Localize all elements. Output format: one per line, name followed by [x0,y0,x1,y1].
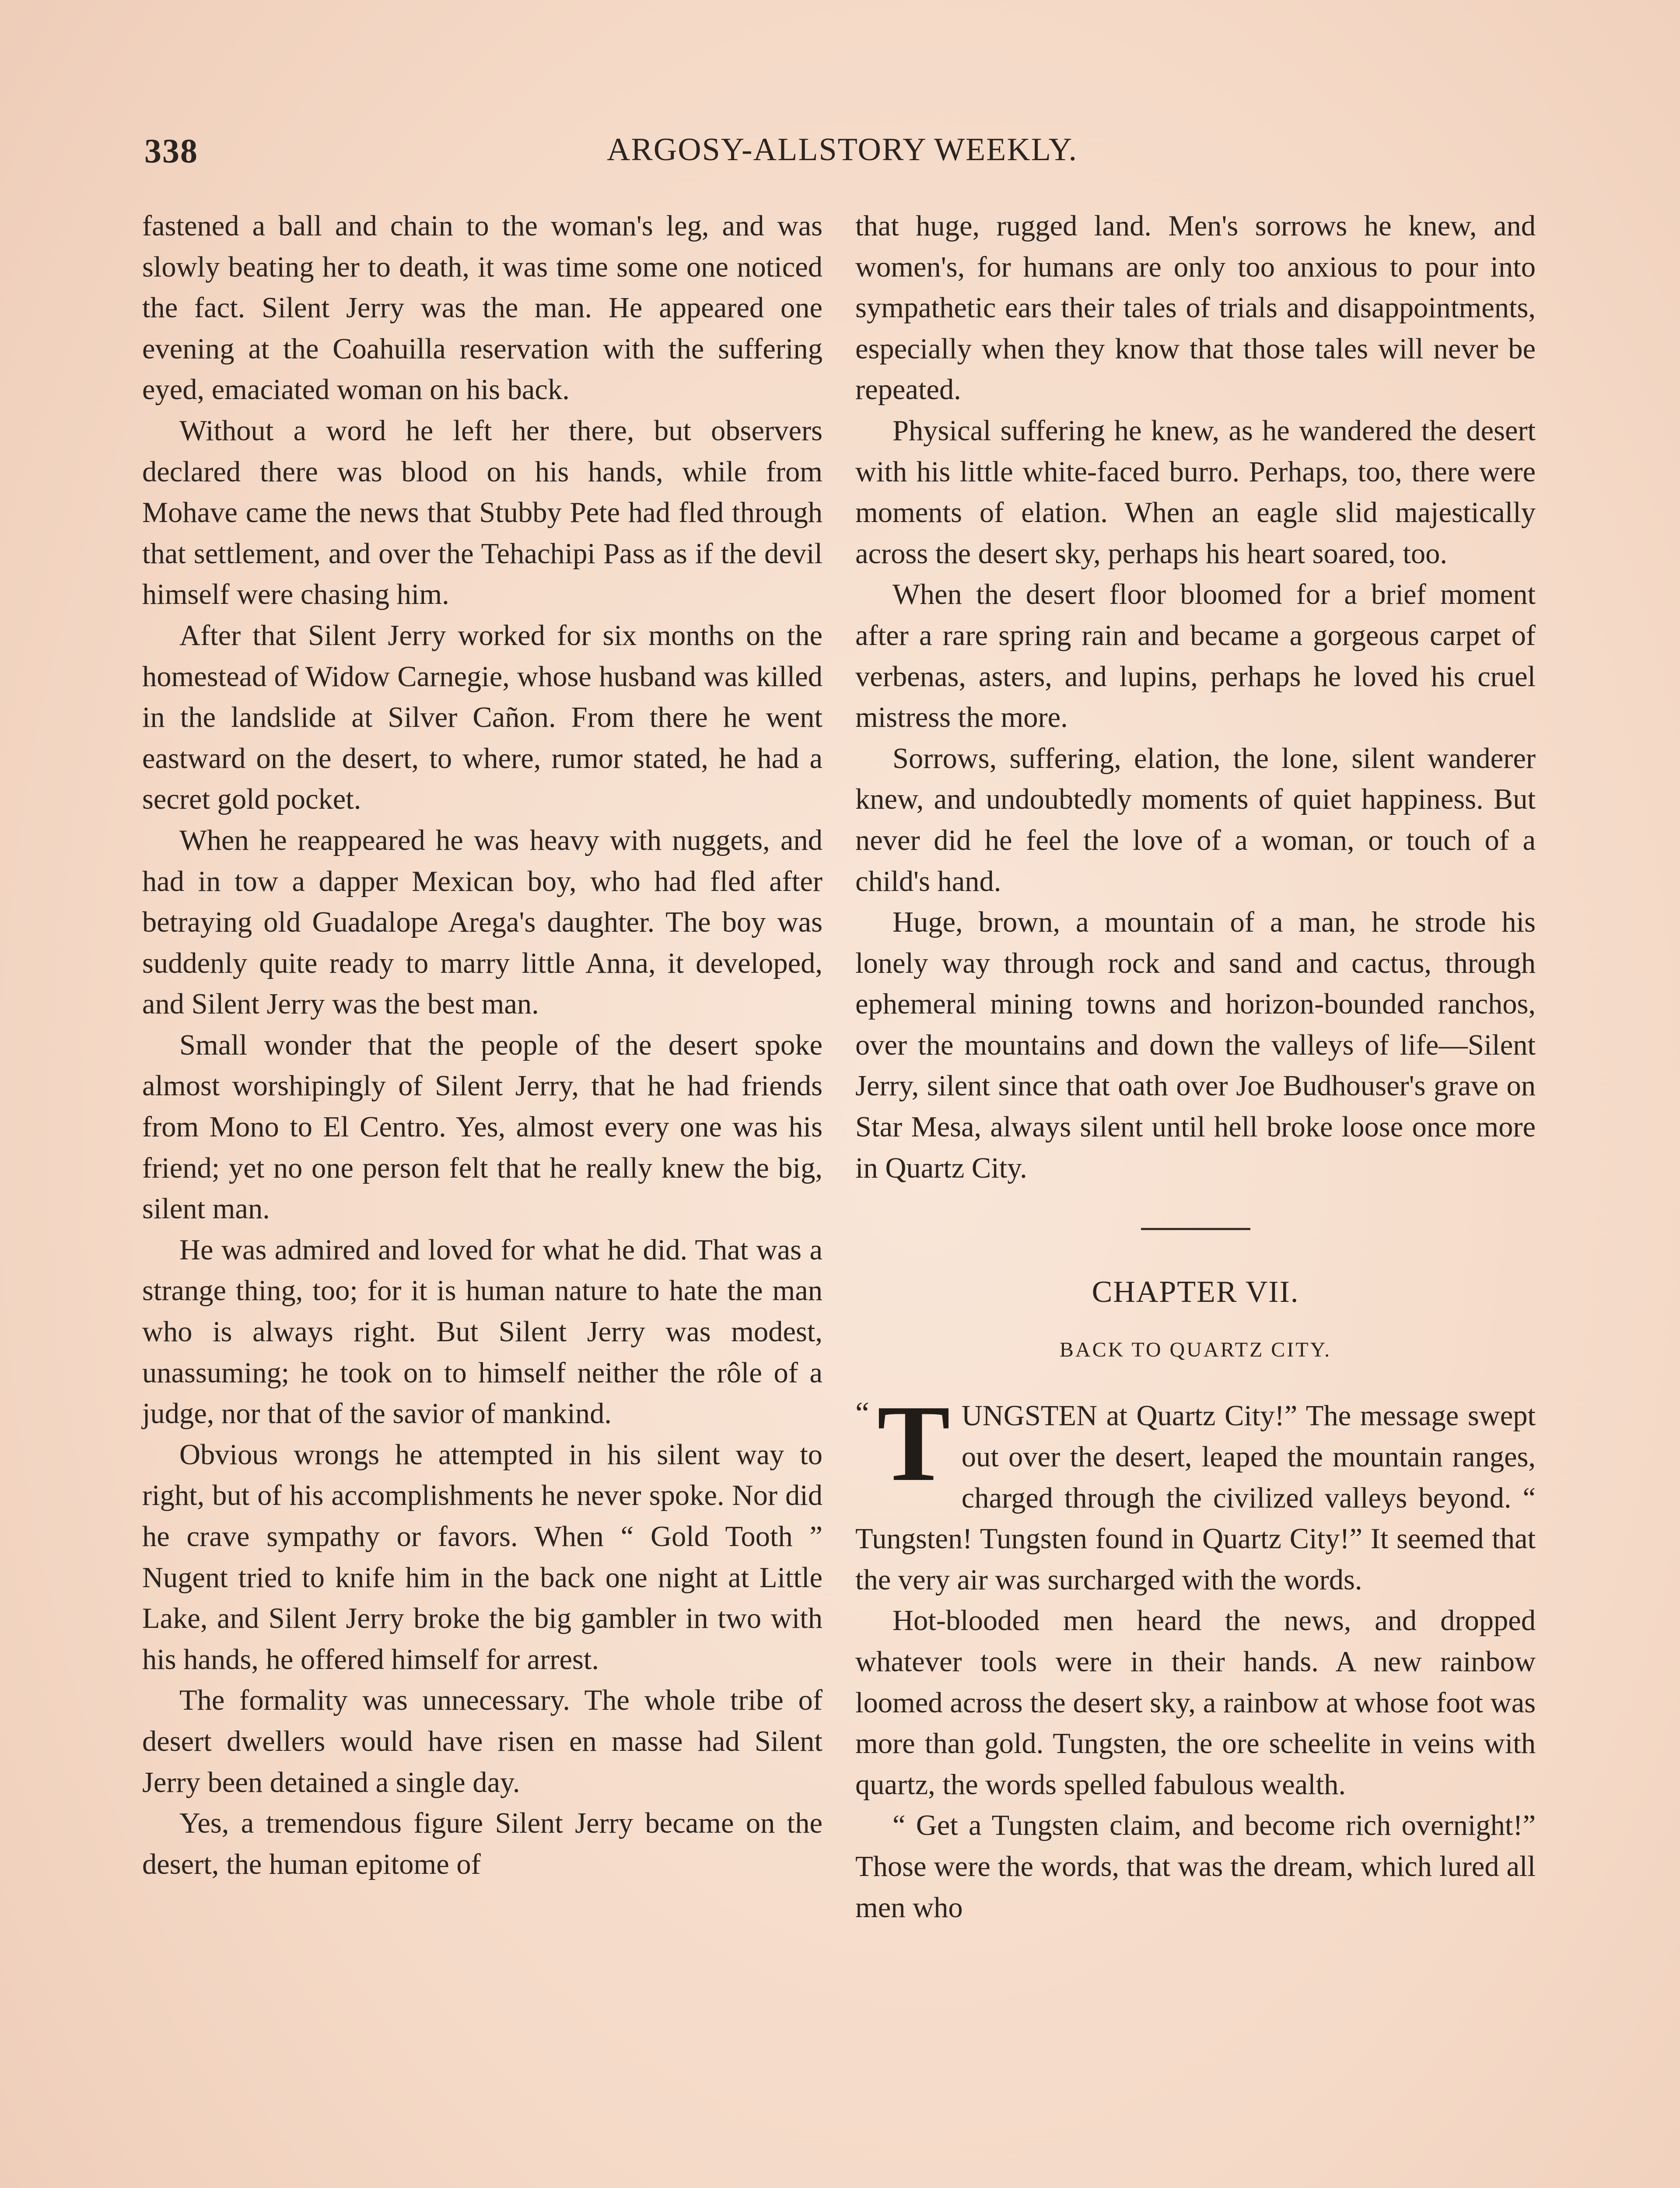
paragraph: Without a word he left her there, but observers declared there was blood on his hands, while from Mohave came the news that Stubby Pete had fled through that settlement, and over the Tehachipi Pass as if the devil himself were chasing him. [142,414,822,611]
section-divider [1141,1228,1250,1230]
page-header [144,127,1540,188]
paragraph: Yes, a tremendous figure Silent Jerry became on the desert, the human epitome of [142,1807,822,1880]
drop-cap: T [877,1383,950,1504]
right-column [855,206,1536,1928]
paragraph: Small wonder that the people of the desert spoke almost worshipingly of Silent Jerry, that he had friends from Mono to El Centro. Yes, almost every one was his friend; yet no one person felt that he really knew the big, silent man. [142,1029,822,1225]
running-title: ARGOSY-ALLSTORY WEEKLY. [606,132,1078,168]
paragraph: Sorrows, suffering, elation, the lone, silent wanderer knew, and undoubtedly moments of quiet happiness. But never did he feel the love of a woman, or touch of a child's hand. [855,742,1536,898]
chapter-heading: CHAPTER VII. [1092,1275,1299,1309]
paragraph: Obvious wrongs he attempted in his silent way to right, but of his accomplishments he never spoke. Nor did he crave sympathy or favors. When “ Gold Tooth ” Nugent tried to knife him in the back one night at Little Lake, and Silent Jerry broke the big gambler in two with his hands, he offered himself for arrest. [142,1438,822,1676]
paragraph: Physical suffering he knew, as he wandered the desert with his little white-faced burro. Perhaps, too, there were moments of elation. When an eagle slid majestically across the desert sky, perhaps his heart soared, too. [855,414,1536,570]
opening-quote-mark: “ [855,1396,869,1431]
left-column [142,206,822,1885]
opening-paragraph: UNGSTEN at Quartz City!” The message swept out over the desert, leaped the mountain ranges, charged through the civilized valleys beyond. “ Tungsten! Tungsten found in Quartz City!” It seemed that the very air was surcharged with the words. [855,1400,1536,1596]
paragraph: fastened a ball and chain to the woman's leg, and was slowly beating her to death, it was time some one noticed the fact. Silent Jerry was the man. He appeared one evening at the Coahuilla reservation with the suffering eyed, emaciated woman on his back. [142,210,822,406]
paragraph: Hot-blooded men heard the news, and dropped whatever tools were in their hands. A new rainbow loomed across the desert sky, a rainbow at whose foot was more than gold. Tungsten, the ore scheelite in veins with quartz, the words spelled fabulous wealth. [855,1605,1536,1801]
paragraph: “ Get a Tungsten claim, and become rich overnight!” Those were the words, that was the dream, which lured all men who [855,1809,1536,1924]
page-number: 338 [144,132,198,170]
chapter-title: BACK TO QUARTZ CITY. [1059,1338,1332,1361]
paragraph: Huge, brown, a mountain of a man, he strode his lonely way through rock and sand and cactus, through ephemeral mining towns and horizon-bounded ranchos, over the mountains and down the valleys of life—Silent Jerry, silent since that oath over Joe Budhouser's grave on Star Mesa, always silent until hell broke loose once more in Quartz City. [855,906,1536,1184]
paragraph: that huge, rugged land. Men's sorrows he knew, and women's, for humans are only too anxious to pour into sympathetic ears their tales of trials and disappointments, especially when they know that those tales will never be repeated. [855,210,1536,406]
paragraph: He was admired and loved for what he did. That was a strange thing, too; for it is human nature to hate the man who is always right. But Silent Jerry was modest, unassuming; he took on to himself neither the rôle of a judge, nor that of the savior of mankind. [142,1234,822,1430]
paragraph: When the desert floor bloomed for a brief moment after a rare spring rain and became a gorgeous carpet of verbenas, asters, and lupins, perhaps he loved his cruel mistress the more. [855,579,1536,734]
paragraph: The formality was unnecessary. The whole tribe of desert dwellers would have risen en masse had Silent Jerry been detained a single day. [142,1684,822,1799]
paragraph: When he reappeared he was heavy with nuggets, and had in tow a dapper Mexican boy, who had fled after betraying old Guadalope Arega's daughter. The boy was suddenly quite ready to marry little Anna, it developed, and Silent Jerry was the best man. [142,824,822,1020]
paragraph: After that Silent Jerry worked for six months on the homestead of Widow Carnegie, whose husband was killed in the landslide at Silver Cañon. From there he went eastward on the desert, to where, rumor stated, he had a secret gold pocket. [142,619,822,816]
chapter-opening [855,1383,1536,1600]
